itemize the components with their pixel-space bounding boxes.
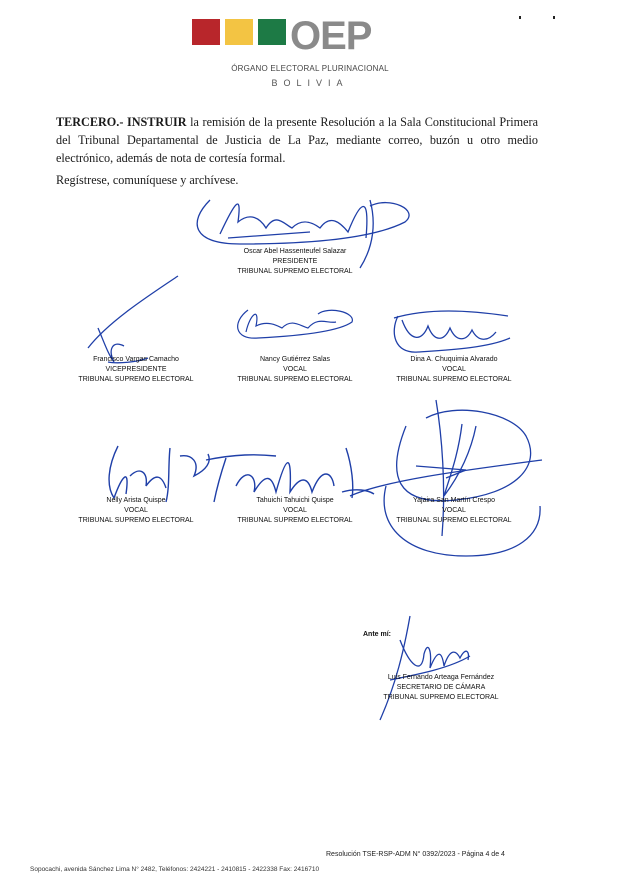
signer-institution: TRIBUNAL SUPREMO ELECTORAL [396, 517, 512, 524]
signer-name: Tahuichi Tahuichi Quispe [256, 497, 334, 504]
closing-formula: Regístrese, comuníquese y archívese. [56, 173, 239, 187]
resolution-paragraph [56, 113, 538, 167]
country-name: BOLIVIA [271, 78, 349, 88]
signature-nancy [228, 302, 358, 347]
signer-nelly [56, 496, 216, 526]
signer-secretary [366, 673, 516, 703]
scan-mark [519, 16, 521, 19]
signer-role: VOCAL [124, 507, 148, 514]
logo-yellow-square [225, 19, 253, 45]
signer-dina [374, 355, 534, 385]
signer-role: VOCAL [283, 507, 307, 514]
signer-name: Nancy Gutiérrez Salas [259, 356, 331, 363]
signer-role: PRESIDENTE [272, 258, 318, 265]
scan-mark [553, 16, 555, 19]
signer-institution: TRIBUNAL SUPREMO ELECTORAL [396, 376, 512, 383]
signer-name: Dina A. Chuquimia Alvarado [410, 356, 498, 363]
signer-institution: TRIBUNAL SUPREMO ELECTORAL [78, 517, 194, 524]
signer-role: VICEPRESIDENTE [105, 366, 167, 373]
signer-name: Oscar Abel Hassenteufel Salazar [243, 248, 347, 255]
signer-role: VOCAL [283, 366, 307, 373]
logo-green-square [258, 19, 286, 45]
signer-institution: TRIBUNAL SUPREMO ELECTORAL [237, 268, 353, 275]
ante-mi-label: Ante mí: [363, 631, 391, 638]
signer-name: Luis Fernando Arteaga Fernández [387, 674, 495, 681]
org-name: ÓRGANO ELECTORAL PLURINACIONAL [231, 64, 389, 73]
signer-president [210, 247, 380, 277]
signer-institution: TRIBUNAL SUPREMO ELECTORAL [78, 376, 194, 383]
signer-yajaira [374, 496, 534, 526]
signer-nancy [215, 355, 375, 385]
signer-name: Nelly Arista Quispe [106, 497, 166, 504]
logo-red-square [192, 19, 220, 45]
resolution-lead: TERCERO.- INSTRUIR [56, 115, 187, 129]
footer-address: Sopocachi, avenida Sánchez Lima N° 2482, Teléfonos: 2424221 - 2410815 - 2422338 Fax: 2416710 [30, 866, 320, 873]
signer-tahuichi [215, 496, 375, 526]
signer-institution: TRIBUNAL SUPREMO ELECTORAL [383, 694, 499, 701]
signer-vice [56, 355, 216, 385]
signer-name: Yajaira San Martín Crespo [413, 497, 495, 504]
signer-role: VOCAL [442, 366, 466, 373]
signature-yajaira [346, 396, 546, 576]
signer-institution: TRIBUNAL SUPREMO ELECTORAL [237, 376, 353, 383]
signer-institution: TRIBUNAL SUPREMO ELECTORAL [237, 517, 353, 524]
signer-role: VOCAL [442, 507, 466, 514]
document-reference: Resolución TSE-RSP-ADM N° 0392/2023 - Página 4 de 4 [326, 851, 505, 858]
signer-role: SECRETARIO DE CÁMARA [396, 684, 486, 691]
resolution-text: la remisión de la presente Resolución a la Sala Constitucional Primera del Tribunal Departamental de Justicia de La Paz, mediante correo, buzón u otro medio electrónico, además de nota de cortesía formal. [56, 115, 538, 165]
signature-dina [388, 302, 518, 362]
signer-name: Francisco Vargas Camacho [93, 356, 179, 363]
signature-secretary [370, 610, 490, 722]
logo-text: OEP [290, 14, 372, 58]
